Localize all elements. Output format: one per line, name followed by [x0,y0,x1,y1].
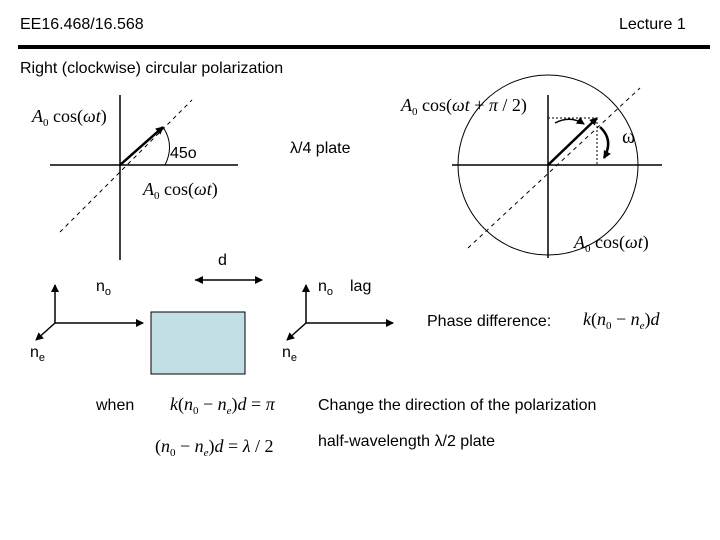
left-polarization-arrow [120,127,163,165]
right-eq-bottom: $A_0$ cos(ωt) [574,232,649,255]
direction-text: Change the direction of the polarization [318,397,597,414]
slide-title: Right (clockwise) circular polarization [20,60,284,77]
arc-arrow [555,119,584,124]
phase-formula: $k(n_0 - n_e)d$ [583,309,660,332]
lower-left-ne-label: $n_e$ [30,344,46,364]
lag-label: lag [350,278,372,295]
lecture-label: Lecture 1 [619,16,686,33]
right-eq-top: $A_0$ cos(ωt + π / 2) [401,95,527,118]
lower-left-ne-axis [36,323,55,340]
thickness-label: d [218,252,227,269]
lower-right-ne-axis [287,323,306,340]
half-wave-text: half-wavelength λ/2 plate [318,433,495,450]
when-label: when [96,397,135,414]
lower-right-ne-label: $n_e$ [282,344,298,364]
waveplate [151,312,245,374]
rotation-arrow [600,127,608,158]
omega-label: ω [622,126,636,148]
angle-label: 45o [170,145,197,162]
course-code: EE16.468/16.568 [20,16,144,33]
plate-label: λ/4 plate [290,140,351,157]
right-polarization-arrow [548,118,597,165]
phase-label: Phase difference: [427,313,552,330]
half-wave-condition: $(n_0 - n_e)d = \lambda / 2$ [155,436,274,459]
angle-arc [163,127,170,165]
when-condition: $k(n_0 - n_e)d = \pi$ [170,394,275,417]
left-eq-horizontal: $A_0$ cos(ωt) [143,179,218,202]
lower-left-no-label: $n_o$ [96,278,112,298]
lower-right-no-label: $n_o$ [318,278,334,298]
left-eq-vertical: $A_0$ cos(ωt) [32,106,107,129]
